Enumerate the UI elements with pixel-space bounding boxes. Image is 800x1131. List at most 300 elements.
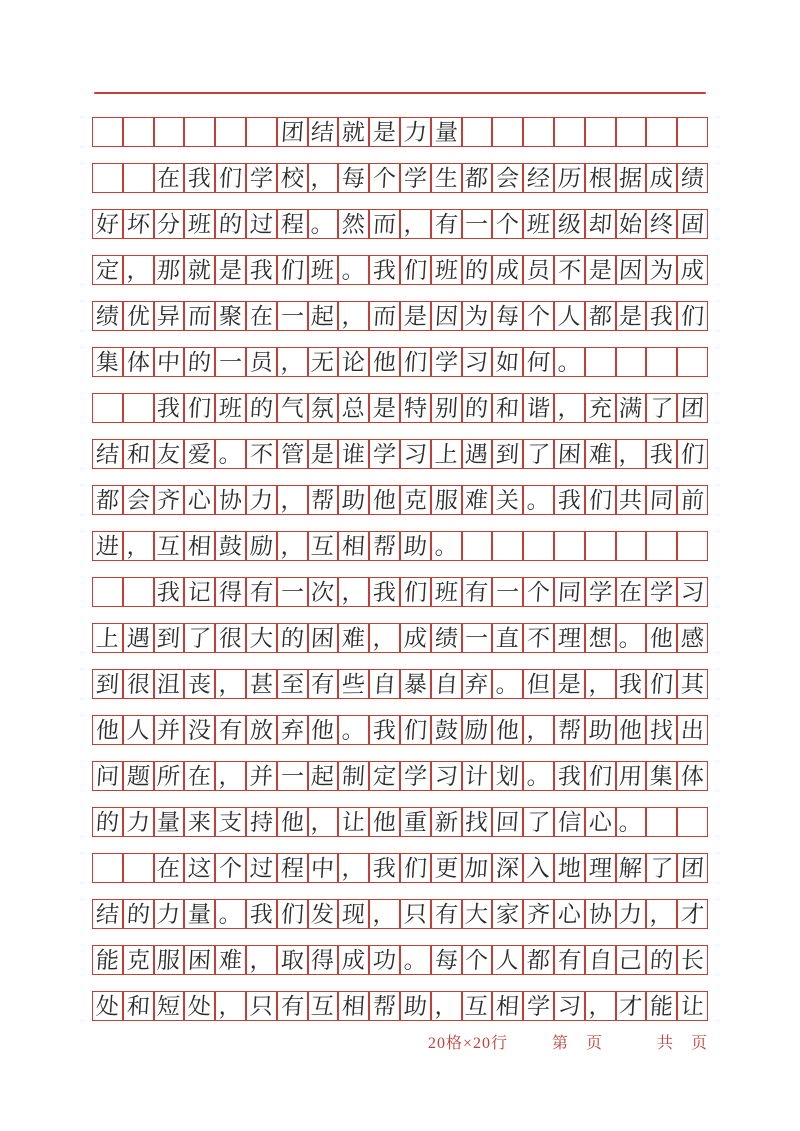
grid-cell xyxy=(400,393,431,423)
handwritten-character: 让 xyxy=(341,809,367,835)
grid-cell xyxy=(677,623,708,653)
handwritten-character: 同 xyxy=(557,579,582,605)
grid-cell xyxy=(92,347,123,377)
handwritten-character: 上 xyxy=(433,441,459,467)
grid-cell xyxy=(554,945,585,975)
grid-cell xyxy=(523,853,554,883)
handwritten-character: 想 xyxy=(587,625,613,651)
grid-cell xyxy=(554,577,585,607)
grid-cell xyxy=(616,669,647,699)
grid-row xyxy=(92,715,708,745)
handwritten-character: ， xyxy=(218,671,243,697)
handwritten-character: 过 xyxy=(249,211,274,237)
handwritten-character: 力 xyxy=(249,487,274,513)
grid-cell xyxy=(431,577,462,607)
handwritten-character: ， xyxy=(125,533,151,559)
grid-cell xyxy=(215,853,246,883)
handwritten-character: 力 xyxy=(125,809,151,835)
grid-cell xyxy=(184,117,215,147)
handwritten-character: 气 xyxy=(279,395,305,421)
grid-cell xyxy=(277,807,308,837)
handwritten-character: 个 xyxy=(372,165,397,191)
grid-cell xyxy=(277,439,308,469)
grid-cell xyxy=(462,853,493,883)
grid-cell xyxy=(492,255,523,285)
handwritten-character: 了 xyxy=(526,441,551,467)
handwritten-character: 结 xyxy=(95,901,120,927)
grid-cell xyxy=(369,531,400,561)
grid-cell xyxy=(554,163,585,193)
handwritten-character: 我 xyxy=(649,303,675,329)
grid-cell xyxy=(369,163,400,193)
grid-cell xyxy=(123,531,154,561)
grid-cell xyxy=(646,117,677,147)
handwritten-character: 了 xyxy=(187,625,213,651)
grid-cell xyxy=(462,669,493,699)
handwritten-character: 都 xyxy=(526,947,551,973)
handwritten-character: 在 xyxy=(249,303,274,329)
grid-cell xyxy=(215,347,246,377)
grid-cell xyxy=(246,761,277,791)
grid-cell xyxy=(92,163,123,193)
handwritten-character: 为 xyxy=(649,257,675,283)
grid-cell xyxy=(677,163,708,193)
grid-cell xyxy=(246,255,277,285)
grid-cell xyxy=(308,715,339,745)
grid-cell xyxy=(154,715,185,745)
grid-cell xyxy=(154,163,185,193)
handwritten-character: 一 xyxy=(279,763,305,789)
manuscript-grid xyxy=(92,117,708,1037)
handwritten-character: 力 xyxy=(618,901,644,927)
handwritten-character: 我 xyxy=(618,671,644,697)
handwritten-character: 更 xyxy=(433,855,459,881)
handwritten-character: 相 xyxy=(341,533,367,559)
grid-cell xyxy=(369,347,400,377)
grid-cell xyxy=(184,807,215,837)
grid-cell xyxy=(462,347,493,377)
grid-cell xyxy=(585,439,616,469)
grid-cell xyxy=(277,531,308,561)
grid-cell xyxy=(338,991,369,1021)
grid-cell xyxy=(462,209,493,239)
handwritten-character: 齐 xyxy=(156,487,182,513)
grid-cell xyxy=(308,393,339,423)
grid-cell xyxy=(492,715,523,745)
grid-cell xyxy=(431,255,462,285)
grid-cell xyxy=(492,761,523,791)
grid-cell xyxy=(338,531,369,561)
grid-cell xyxy=(523,531,554,561)
handwritten-character: 解 xyxy=(618,855,644,881)
grid-cell xyxy=(123,163,154,193)
grid-cell xyxy=(554,761,585,791)
handwritten-character: 加 xyxy=(464,855,490,881)
handwritten-character: 至 xyxy=(279,671,305,697)
grid-cell xyxy=(400,347,431,377)
handwritten-character: 。 xyxy=(341,257,367,283)
handwritten-character: 学 xyxy=(403,763,428,789)
grid-cell xyxy=(523,393,554,423)
grid-row xyxy=(92,531,708,561)
grid-cell xyxy=(646,899,677,929)
handwritten-character: 我 xyxy=(557,763,582,789)
handwritten-character: 却 xyxy=(587,211,613,237)
handwritten-character: 相 xyxy=(187,533,213,559)
grid-row xyxy=(92,899,708,929)
handwritten-character: 习 xyxy=(403,441,428,467)
grid-cell xyxy=(554,485,585,515)
grid-cell xyxy=(246,301,277,331)
grid-cell xyxy=(554,853,585,883)
grid-row xyxy=(92,991,708,1021)
grid-cell xyxy=(246,163,277,193)
handwritten-character: 绩 xyxy=(680,165,705,191)
handwritten-character: 到 xyxy=(495,441,521,467)
grid-cell xyxy=(246,347,277,377)
handwritten-character: 放 xyxy=(249,717,274,743)
grid-row xyxy=(92,853,708,883)
grid-cell xyxy=(523,945,554,975)
handwritten-character: 前 xyxy=(680,487,705,513)
grid-cell xyxy=(308,117,339,147)
handwritten-character: 友 xyxy=(156,441,182,467)
handwritten-character: 找 xyxy=(464,809,490,835)
grid-cell xyxy=(585,117,616,147)
handwritten-character: 短 xyxy=(156,993,182,1019)
grid-cell xyxy=(646,669,677,699)
grid-cell xyxy=(492,853,523,883)
grid-cell xyxy=(369,577,400,607)
handwritten-character: 生 xyxy=(433,165,459,191)
grid-cell xyxy=(646,991,677,1021)
grid-cell xyxy=(492,485,523,515)
grid-row xyxy=(92,439,708,469)
handwritten-character: 们 xyxy=(279,257,305,283)
grid-cell xyxy=(646,439,677,469)
handwritten-character: 找 xyxy=(649,717,675,743)
grid-cell xyxy=(400,761,431,791)
grid-cell xyxy=(462,393,493,423)
handwritten-character: 在 xyxy=(618,579,644,605)
grid-row xyxy=(92,163,708,193)
grid-cell xyxy=(123,807,154,837)
grid-cell xyxy=(308,301,339,331)
grid-cell xyxy=(369,715,400,745)
handwritten-character: 他 xyxy=(372,487,397,513)
handwritten-character: 个 xyxy=(526,303,551,329)
grid-cell xyxy=(308,991,339,1021)
grid-cell xyxy=(369,117,400,147)
grid-cell xyxy=(184,715,215,745)
handwritten-character: 的 xyxy=(125,901,151,927)
grid-cell xyxy=(523,485,554,515)
grid-cell xyxy=(523,255,554,285)
grid-cell xyxy=(92,761,123,791)
handwritten-character: 他 xyxy=(618,717,644,743)
grid-cell xyxy=(677,439,708,469)
grid-cell xyxy=(369,623,400,653)
grid-cell xyxy=(154,531,185,561)
grid-cell xyxy=(646,761,677,791)
grid-cell xyxy=(677,761,708,791)
grid-cell xyxy=(462,439,493,469)
handwritten-character: 共 xyxy=(618,487,644,513)
handwritten-character: 成 xyxy=(403,625,428,651)
grid-cell xyxy=(523,577,554,607)
total-pages-label: 共 页 xyxy=(656,1035,708,1052)
handwritten-character: 信 xyxy=(557,809,582,835)
grid-cell xyxy=(400,853,431,883)
handwritten-character: 他 xyxy=(279,809,305,835)
grid-cell xyxy=(492,301,523,331)
grid-cell xyxy=(677,807,708,837)
handwritten-character: 团 xyxy=(680,395,705,421)
grid-cell xyxy=(646,945,677,975)
grid-cell xyxy=(400,807,431,837)
grid-cell xyxy=(215,255,246,285)
handwritten-character: 是 xyxy=(403,303,428,329)
grid-cell xyxy=(184,485,215,515)
handwritten-character: 而 xyxy=(187,303,213,329)
handwritten-character: 他 xyxy=(372,809,397,835)
handwritten-character: 我 xyxy=(557,487,582,513)
grid-cell xyxy=(277,761,308,791)
handwritten-character: ， xyxy=(526,717,551,743)
handwritten-character: 集 xyxy=(95,349,120,375)
handwritten-character: 在 xyxy=(156,165,182,191)
handwritten-character: 据 xyxy=(618,165,644,191)
handwritten-character: 然 xyxy=(341,211,367,237)
handwritten-character: 。 xyxy=(403,947,428,973)
grid-cell xyxy=(462,945,493,975)
grid-cell xyxy=(492,163,523,193)
handwritten-character: 深 xyxy=(495,855,521,881)
handwritten-character: 帮 xyxy=(372,533,397,559)
grid-cell xyxy=(308,577,339,607)
handwritten-character: 就 xyxy=(187,257,213,283)
grid-cell xyxy=(246,623,277,653)
handwritten-character: 们 xyxy=(649,671,675,697)
grid-cell xyxy=(523,899,554,929)
grid-cell xyxy=(154,209,185,239)
handwritten-character: 进 xyxy=(95,533,120,559)
handwritten-character: 得 xyxy=(218,579,243,605)
handwritten-character: ， xyxy=(618,441,644,467)
grid-cell xyxy=(400,255,431,285)
handwritten-character: 成 xyxy=(495,257,521,283)
handwritten-character: 始 xyxy=(618,211,644,237)
grid-cell xyxy=(338,439,369,469)
handwritten-character: 员 xyxy=(526,257,551,283)
grid-cell xyxy=(585,301,616,331)
handwritten-character: 互 xyxy=(310,533,336,559)
handwritten-character: 班 xyxy=(187,211,213,237)
grid-cell xyxy=(92,807,123,837)
handwritten-character: 相 xyxy=(495,993,521,1019)
handwritten-character: 定 xyxy=(372,763,397,789)
handwritten-character: 大 xyxy=(249,625,274,651)
grid-cell xyxy=(462,255,493,285)
handwritten-character: 。 xyxy=(618,809,644,835)
grid-cell xyxy=(92,945,123,975)
handwritten-character: 励 xyxy=(249,533,274,559)
handwritten-character: ， xyxy=(649,901,675,927)
handwritten-character: 论 xyxy=(341,349,367,375)
grid-cell xyxy=(431,117,462,147)
grid-cell xyxy=(554,393,585,423)
grid-row xyxy=(92,577,708,607)
grid-cell xyxy=(154,439,185,469)
handwritten-character: 分 xyxy=(156,211,182,237)
handwritten-character: 心 xyxy=(557,901,582,927)
grid-cell xyxy=(246,899,277,929)
handwritten-character: 经 xyxy=(526,165,551,191)
grid-cell xyxy=(585,761,616,791)
grid-cell xyxy=(616,577,647,607)
grid-cell xyxy=(215,899,246,929)
grid-cell xyxy=(554,209,585,239)
grid-cell xyxy=(92,991,123,1021)
grid-cell xyxy=(585,945,616,975)
grid-cell xyxy=(338,209,369,239)
handwritten-character: 互 xyxy=(464,993,490,1019)
grid-cell xyxy=(277,163,308,193)
grid-cell xyxy=(308,945,339,975)
grid-cell xyxy=(462,531,493,561)
grid-cell xyxy=(184,761,215,791)
grid-cell xyxy=(369,301,400,331)
handwritten-character: 了 xyxy=(649,395,675,421)
grid-cell xyxy=(308,347,339,377)
handwritten-character: 。 xyxy=(433,533,459,559)
grid-cell xyxy=(369,485,400,515)
handwritten-character: 甚 xyxy=(249,671,274,697)
handwritten-character: 根 xyxy=(587,165,613,191)
handwritten-character: 历 xyxy=(557,165,582,191)
handwritten-character: 新 xyxy=(433,809,459,835)
grid-cell xyxy=(215,531,246,561)
handwritten-character: 心 xyxy=(587,809,613,835)
grid-cell xyxy=(462,577,493,607)
handwritten-character: 班 xyxy=(526,211,551,237)
handwritten-character: 家 xyxy=(495,901,521,927)
handwritten-character: 只 xyxy=(403,901,428,927)
grid-cell xyxy=(585,255,616,285)
grid-cell xyxy=(338,807,369,837)
handwritten-character: 有 xyxy=(310,671,336,697)
grid-cell xyxy=(492,945,523,975)
grid-row xyxy=(92,807,708,837)
handwritten-character: 爱 xyxy=(187,441,213,467)
grid-cell xyxy=(246,715,277,745)
handwritten-character: ， xyxy=(279,349,305,375)
grid-cell xyxy=(616,853,647,883)
handwritten-character: 一 xyxy=(279,579,305,605)
handwritten-character: 自 xyxy=(587,947,613,973)
grid-cell xyxy=(677,117,708,147)
grid-cell xyxy=(677,899,708,929)
grid-cell xyxy=(677,485,708,515)
grid-cell xyxy=(585,209,616,239)
handwritten-character: 班 xyxy=(433,579,459,605)
grid-cell xyxy=(123,439,154,469)
grid-cell xyxy=(246,439,277,469)
grid-cell xyxy=(554,301,585,331)
grid-cell xyxy=(462,485,493,515)
handwritten-character: 的 xyxy=(464,257,490,283)
grid-cell xyxy=(154,623,185,653)
grid-cell xyxy=(277,255,308,285)
handwritten-character: 不 xyxy=(557,257,582,283)
grid-cell xyxy=(554,669,585,699)
grid-cell xyxy=(554,807,585,837)
grid-cell xyxy=(184,577,215,607)
handwritten-character: 有 xyxy=(279,993,305,1019)
handwritten-character: 们 xyxy=(187,395,213,421)
grid-cell xyxy=(585,347,616,377)
grid-cell xyxy=(154,485,185,515)
handwritten-character: 取 xyxy=(279,947,305,973)
grid-cell xyxy=(616,209,647,239)
grid-cell xyxy=(92,485,123,515)
handwritten-character: 助 xyxy=(341,487,367,513)
grid-cell xyxy=(616,899,647,929)
handwritten-character: ， xyxy=(341,303,367,329)
grid-cell xyxy=(400,899,431,929)
grid-cell xyxy=(338,715,369,745)
handwritten-character: 习 xyxy=(433,763,459,789)
handwritten-character: 发 xyxy=(310,901,336,927)
grid-row xyxy=(92,209,708,239)
grid-cell xyxy=(308,623,339,653)
handwritten-character: ， xyxy=(218,993,243,1019)
grid-cell xyxy=(492,439,523,469)
grid-cell xyxy=(277,623,308,653)
handwritten-character: 这 xyxy=(187,855,213,881)
grid-cell xyxy=(215,439,246,469)
grid-cell xyxy=(616,255,647,285)
grid-cell xyxy=(184,209,215,239)
grid-cell xyxy=(123,209,154,239)
grid-cell xyxy=(308,761,339,791)
grid-cell xyxy=(431,945,462,975)
grid-cell xyxy=(431,991,462,1021)
grid-cell xyxy=(646,347,677,377)
grid-cell xyxy=(616,439,647,469)
grid-cell xyxy=(462,807,493,837)
grid-cell xyxy=(677,531,708,561)
grid-cell xyxy=(616,715,647,745)
handwritten-character: 习 xyxy=(680,579,705,605)
grid-cell xyxy=(123,853,154,883)
handwritten-character: 让 xyxy=(680,993,705,1019)
handwritten-character: 班 xyxy=(433,257,459,283)
grid-cell xyxy=(369,209,400,239)
grid-row xyxy=(92,301,708,331)
handwritten-character: 的 xyxy=(187,349,213,375)
handwritten-character: 才 xyxy=(618,993,644,1019)
handwritten-character: 总 xyxy=(341,395,367,421)
grid-cell xyxy=(400,163,431,193)
grid-cell xyxy=(492,899,523,929)
grid-cell xyxy=(246,393,277,423)
grid-cell xyxy=(523,715,554,745)
handwritten-character: 我 xyxy=(249,901,274,927)
grid-cell xyxy=(492,209,523,239)
grid-cell xyxy=(492,807,523,837)
grid-cell xyxy=(585,531,616,561)
